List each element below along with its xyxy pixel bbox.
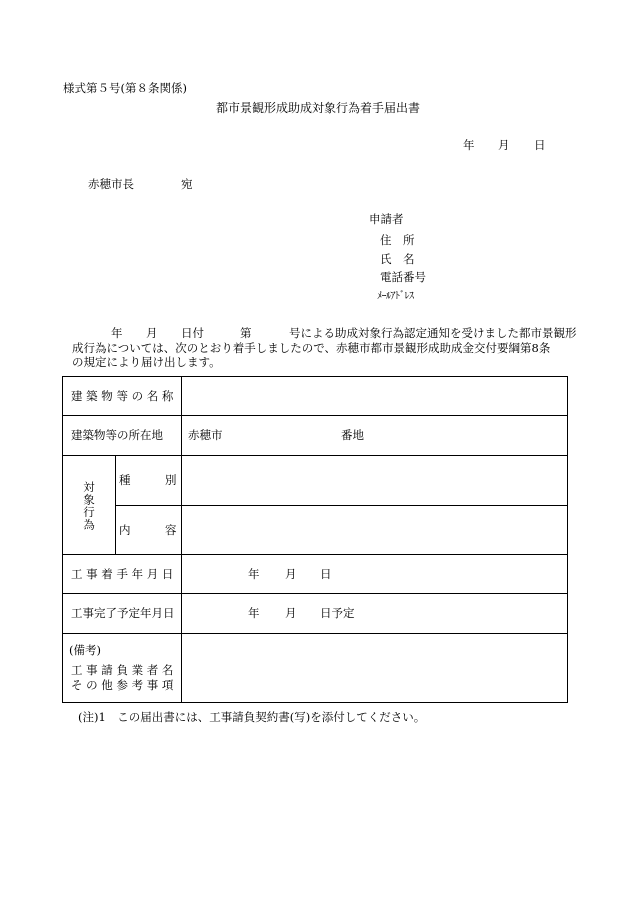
- completion-date-label: 工事完了予定年月日: [71, 606, 175, 620]
- start-date-label: 工 事 着 手 年 月 日: [71, 566, 174, 581]
- applicant-name-label: 氏 名: [380, 252, 415, 266]
- building-name-field[interactable]: [182, 377, 567, 415]
- target-action-group-label: 対象行為: [82, 481, 96, 531]
- applicant-phone-label: 電話番号: [380, 270, 426, 284]
- type-label: 種 別: [119, 473, 177, 487]
- body-line3: の規定により届け出します。: [72, 355, 221, 369]
- start-day: 日: [320, 566, 332, 581]
- attachment-note: (注)1 この届出書には、工事請負契約書(写)を添付してください。: [78, 710, 426, 724]
- start-month: 月: [285, 566, 297, 581]
- building-name-label: 建 築 物 等 の 名 称: [71, 389, 174, 403]
- date-day-label: 日: [534, 138, 546, 152]
- remarks-line2: そ の 他 参 考 事 項: [71, 678, 174, 692]
- date-year-label: 年: [463, 138, 475, 152]
- addressee-name: 赤穂市長: [88, 177, 134, 191]
- form-number: 様式第５号(第８条関係): [63, 81, 187, 95]
- body-year: 年: [111, 326, 123, 340]
- building-location-label: 建築物等の所在地: [71, 428, 163, 442]
- body-line1: 号による助成対象行為認定通知を受けました都市景観形: [289, 326, 577, 340]
- body-month: 月: [146, 326, 158, 340]
- remarks-field[interactable]: [182, 633, 567, 702]
- date-month-label: 月: [498, 138, 510, 152]
- applicant-email-label: ﾒｰﾙｱﾄﾞﾚｽ: [377, 291, 414, 302]
- location-banchi: 番地: [341, 428, 364, 442]
- content-label: 内 容: [119, 522, 177, 537]
- remarks-label: (備考): [69, 643, 101, 657]
- content-field[interactable]: [182, 505, 567, 554]
- body-number-prefix: 第: [240, 326, 252, 340]
- start-year: 年: [248, 566, 260, 581]
- remarks-line1: 工 事 請 負 業 者 名: [71, 663, 174, 677]
- form-table: [62, 376, 568, 703]
- type-field[interactable]: [182, 455, 567, 505]
- completion-day: 日予定: [320, 606, 355, 620]
- completion-month: 月: [285, 606, 297, 620]
- body-day: 日付: [181, 326, 204, 340]
- body-line2: 成行為については、次のとおり着手しましたので、赤穂市都市景観形成助成金交付要綱第8条: [72, 341, 551, 355]
- applicant-label: 申請者: [369, 212, 404, 226]
- document-title: 都市景観形成助成対象行為着手届出書: [216, 101, 421, 115]
- completion-year: 年: [248, 606, 260, 620]
- applicant-address-label: 住 所: [380, 233, 415, 247]
- addressee-suffix: 宛: [181, 177, 193, 191]
- location-city: 赤穂市: [188, 428, 223, 442]
